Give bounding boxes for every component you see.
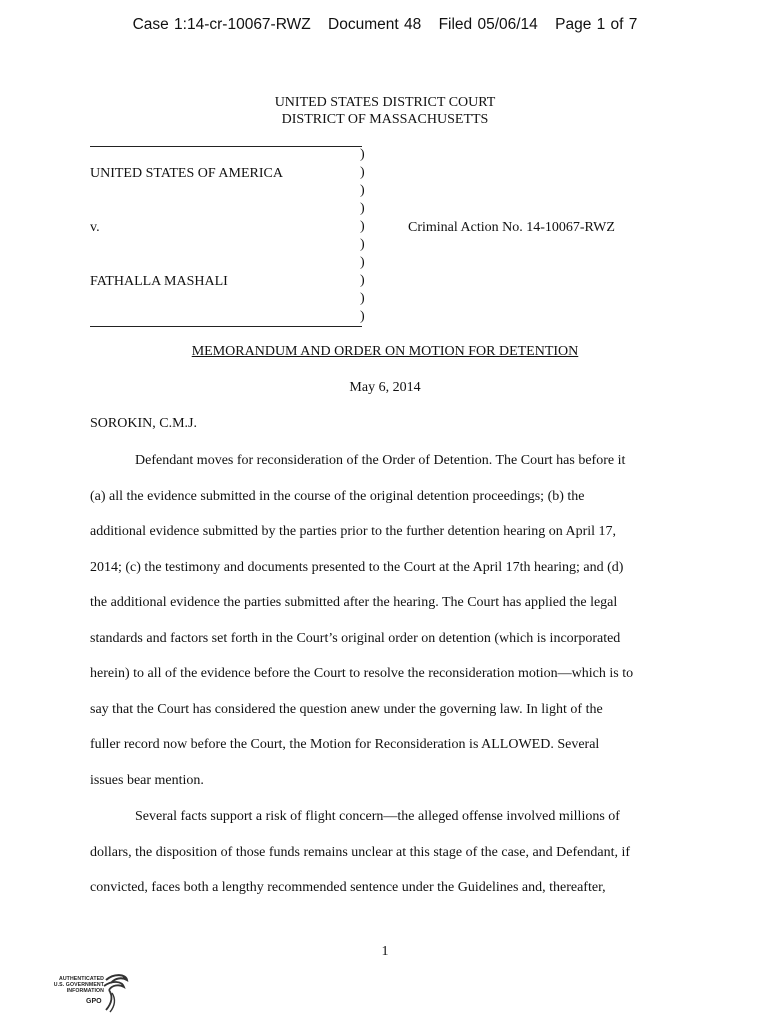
criminal-action-number: Criminal Action No. 14-10067-RWZ [408, 220, 615, 235]
caption-top-rule [90, 146, 362, 147]
caption-paren: ) [360, 309, 365, 324]
eagle-icon [100, 972, 130, 1016]
body-paragraph [90, 452, 690, 807]
caption-plaintiff: UNITED STATES OF AMERICA [90, 166, 283, 181]
caption-paren: ) [360, 183, 365, 198]
filed-date: Filed 05/06/14 [438, 16, 538, 33]
judge-name: SOROKIN, C.M.J. [90, 416, 197, 431]
gpo-authentication-seal [42, 972, 142, 1018]
caption-paren: ) [360, 165, 365, 180]
gpo-seal-line: AUTHENTICATED [58, 976, 104, 982]
caption-paren: ) [360, 219, 365, 234]
paragraph-line: convicted, faces both a lengthy recommended sentence under the Guidelines and, thereafter, [90, 880, 606, 895]
caption-paren: ) [360, 273, 365, 288]
paragraph-line: the additional evidence the parties submitted after the hearing. The Court has applied the legal [90, 595, 618, 610]
paragraph-line: additional evidence submitted by the parties prior to the further detention hearing on April 17, [90, 524, 617, 539]
page-indicator: Page 1 of 7 [555, 16, 638, 33]
document-number: Document 48 [328, 16, 422, 33]
gpo-seal-line: INFORMATION [66, 988, 104, 995]
paragraph-line: fuller record now before the Court, the Motion for Reconsideration is ALLOWED. Several [90, 737, 600, 752]
docket-header [0, 16, 770, 34]
caption-paren: ) [360, 147, 365, 162]
gpo-seal-line: U.S. GOVERNMENT [53, 982, 104, 989]
paragraph-line: Several facts support a risk of flight concern—the alleged offense involved millions of [135, 809, 620, 824]
caption-bottom-rule [90, 326, 362, 327]
caption-paren: ) [360, 255, 365, 270]
caption-paren: ) [360, 201, 365, 216]
paragraph-line: (a) all the evidence submitted in the course of the original detention proceedings; (b) the [90, 488, 585, 504]
paragraph-line: Defendant moves for reconsideration of the Order of Detention. The Court has before it [135, 453, 626, 468]
court-district: DISTRICT OF MASSACHUSETTS [281, 112, 489, 127]
paragraph-line: standards and factors set forth in the Court’s original order on detention (which is incorporated [90, 630, 621, 646]
page-number: 1 [381, 944, 389, 959]
paragraph-line: issues bear mention. [90, 772, 204, 788]
paragraph-line: say that the Court has considered the question anew under the governing law. In light of the [90, 701, 603, 717]
memo-title: MEMORANDUM AND ORDER ON MOTION FOR DETENTION [191, 344, 579, 359]
memo-date: May 6, 2014 [349, 380, 421, 395]
gpo-abbr: GPO [86, 998, 102, 1005]
caption-paren-column [360, 146, 365, 326]
caption-versus: v. [90, 220, 100, 235]
paragraph-line: 2014; (c) the testimony and documents presented to the Court at the April 17th hearing; and (d) [90, 559, 624, 575]
court-name: UNITED STATES DISTRICT COURT [274, 95, 496, 110]
caption-paren: ) [360, 291, 365, 306]
paragraph-line: herein) to all of the evidence before the Court to resolve the reconsideration motion—which is to [90, 666, 634, 681]
body-paragraph [90, 808, 690, 915]
paragraph-line: dollars, the disposition of those funds remains unclear at this stage of the case, and Defendant, if [90, 844, 631, 860]
gpo-seal-text [42, 976, 104, 995]
case-number: Case 1:14-cr-10067-RWZ [132, 16, 311, 33]
caption-defendant: FATHALLA MASHALI [90, 274, 228, 289]
caption-paren: ) [360, 237, 365, 252]
